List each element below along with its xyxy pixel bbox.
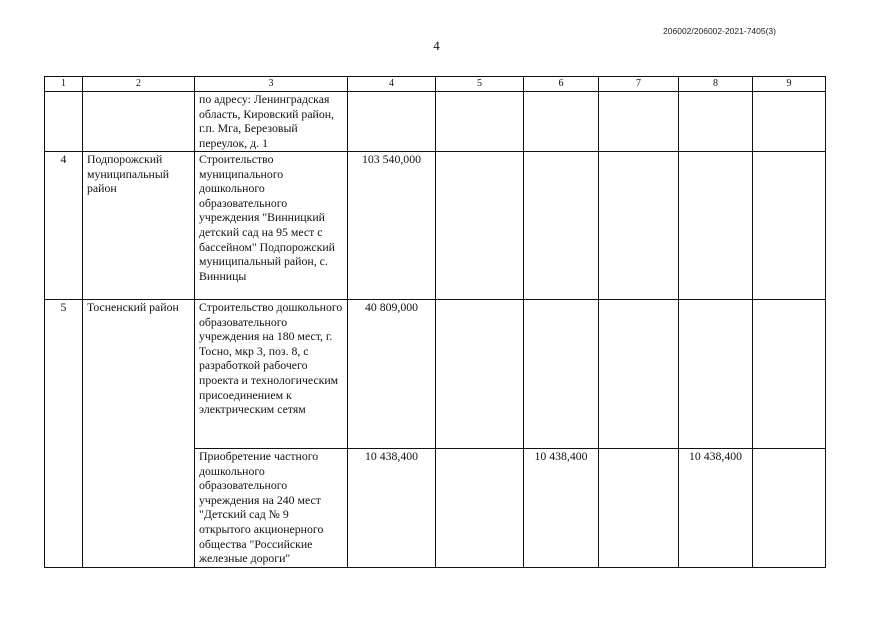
amount-cell-col4: 40 809,000 bbox=[348, 300, 436, 449]
column-header-8: 8 bbox=[679, 77, 753, 92]
amount-cell-col8 bbox=[679, 300, 753, 449]
row-number-cell: 4 bbox=[45, 152, 83, 300]
column-header-9: 9 bbox=[753, 77, 826, 92]
column-header-5: 5 bbox=[436, 77, 524, 92]
amount-cell-col4: 103 540,000 bbox=[348, 152, 436, 300]
amount-cell-col5 bbox=[436, 92, 524, 152]
document-registration-code: 206002/206002-2021-7405(3) bbox=[663, 26, 776, 36]
amount-cell-col6 bbox=[524, 300, 599, 449]
column-header-2: 2 bbox=[83, 77, 195, 92]
district-cell: Подпорожский муниципальный район bbox=[83, 152, 195, 300]
amount-cell-col6 bbox=[524, 92, 599, 152]
row-number-cell: 5 bbox=[45, 300, 83, 568]
object-cell: по адресу: Ленинградская область, Кировский район, г.п. Мга, Березовый переулок, д. 1 bbox=[195, 92, 348, 152]
table-row bbox=[45, 92, 826, 152]
column-header-6: 6 bbox=[524, 77, 599, 92]
district-cell bbox=[83, 92, 195, 152]
amount-cell-col6 bbox=[524, 152, 599, 300]
table-row bbox=[45, 152, 826, 300]
amount-cell-col4: 10 438,400 bbox=[348, 449, 436, 568]
amount-cell-col8 bbox=[679, 152, 753, 300]
column-header-4: 4 bbox=[348, 77, 436, 92]
row-number-cell bbox=[45, 92, 83, 152]
district-cell: Тосненский район bbox=[83, 300, 195, 568]
amount-cell-col4 bbox=[348, 92, 436, 152]
object-cell: Приобретение частного дошкольного образовательного учреждения на 240 мест "Детский сад № 9 открытого акционерного общества "Российские железные дороги" bbox=[195, 449, 348, 568]
financing-table bbox=[44, 76, 826, 568]
amount-cell-col7 bbox=[599, 92, 679, 152]
page-number: 4 bbox=[433, 38, 440, 53]
amount-cell-col9 bbox=[753, 449, 826, 568]
amount-cell-col9 bbox=[753, 92, 826, 152]
column-number-row bbox=[45, 77, 826, 92]
amount-cell-col8: 10 438,400 bbox=[679, 449, 753, 568]
column-header-3: 3 bbox=[195, 77, 348, 92]
amount-cell-col5 bbox=[436, 152, 524, 300]
column-header-1: 1 bbox=[45, 77, 83, 92]
object-cell: Строительство дошкольного образовательного учреждения на 180 мест, г. Тосно, мкр 3, поз. 8, с разработкой рабочего проекта и технологическим присоединением к электрическим сетям bbox=[195, 300, 348, 449]
amount-cell-col6: 10 438,400 bbox=[524, 449, 599, 568]
amount-cell-col7 bbox=[599, 300, 679, 449]
amount-cell-col7 bbox=[599, 152, 679, 300]
object-cell: Строительство муниципального дошкольного образовательного учреждения "Винницкий детский сад на 95 мест с бассейном" Подпорожский муниципальный район, с. Винницы bbox=[195, 152, 348, 300]
amount-cell-col8 bbox=[679, 92, 753, 152]
table-row bbox=[45, 300, 826, 449]
amount-cell-col5 bbox=[436, 300, 524, 449]
amount-cell-col9 bbox=[753, 300, 826, 449]
amount-cell-col7 bbox=[599, 449, 679, 568]
amount-cell-col9 bbox=[753, 152, 826, 300]
column-header-7: 7 bbox=[599, 77, 679, 92]
amount-cell-col5 bbox=[436, 449, 524, 568]
